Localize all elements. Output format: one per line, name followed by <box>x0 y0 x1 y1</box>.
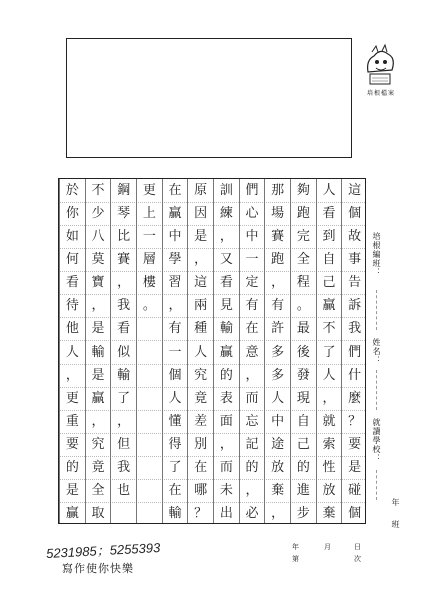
essay-char: 看 <box>219 275 233 291</box>
essay-char: 而 <box>245 390 259 406</box>
essay-char: ， <box>219 436 233 452</box>
essay-char: 最 <box>296 321 310 337</box>
essay-char: 八 <box>91 229 105 245</box>
essay-char: 場 <box>271 206 285 222</box>
essay-char: 究 <box>91 436 105 452</box>
essay-char: 是 <box>194 229 208 245</box>
essay-char: 到 <box>322 229 336 245</box>
essay-char: 記 <box>245 436 259 452</box>
essay-char: 莫 <box>91 252 105 268</box>
essay-char: ， <box>65 367 79 383</box>
essay-char: ， <box>245 482 259 498</box>
essay-char: 而 <box>219 459 233 475</box>
essay-char: 自 <box>296 413 310 429</box>
essay-char: 意 <box>245 344 259 360</box>
essay-char: 有 <box>271 298 285 314</box>
essay-char: 他 <box>65 321 79 337</box>
essay-char: 樓 <box>142 275 156 291</box>
essay-char: 人 <box>194 344 208 360</box>
essay-char: 竟 <box>194 390 208 406</box>
essay-char: 棄 <box>271 482 285 498</box>
essay-char: 棄 <box>322 505 336 521</box>
essay-char: 輸 <box>219 321 233 337</box>
essay-char: 贏 <box>168 206 182 222</box>
essay-char: 看 <box>65 275 79 291</box>
essay-char: 一 <box>245 252 259 268</box>
essay-char: 的 <box>65 459 79 475</box>
essay-char: 步 <box>296 505 310 521</box>
essay-char: 學 <box>168 252 182 268</box>
essay-char: 面 <box>219 413 233 429</box>
essay-char: 見 <box>219 298 233 314</box>
essay-char: 原 <box>194 183 208 199</box>
essay-char: 比 <box>117 229 131 245</box>
essay-char: ， <box>245 367 259 383</box>
essay-char: 在 <box>168 482 182 498</box>
date-times: 次 <box>354 555 361 563</box>
essay-column <box>187 179 213 523</box>
essay-char: 在 <box>194 459 208 475</box>
footer-phone: 5231985；5255393 <box>45 540 161 561</box>
essay-char: 不 <box>91 183 105 199</box>
essay-char: 個 <box>348 505 362 521</box>
essay-char: 輸 <box>168 505 182 521</box>
essay-char: 們 <box>348 344 362 360</box>
essay-char: 輸 <box>91 344 105 360</box>
essay-char: 全 <box>91 482 105 498</box>
date-month: 月 <box>324 543 331 551</box>
essay-char: ， <box>117 413 131 429</box>
essay-char: ？ <box>348 413 362 429</box>
writing-grid <box>58 178 366 524</box>
essay-char: 的 <box>296 459 310 475</box>
essay-char: 練 <box>219 206 233 222</box>
essay-char: 放 <box>271 459 285 475</box>
essay-char: 訓 <box>219 183 233 199</box>
essay-char: 人 <box>322 183 336 199</box>
essay-char: 事 <box>348 252 362 268</box>
essay-char: ， <box>117 275 131 291</box>
date-year: 年 <box>292 543 299 551</box>
essay-char: 更 <box>142 183 156 199</box>
essay-char: ， <box>194 252 208 268</box>
essay-char: 表 <box>219 390 233 406</box>
essay-char: 但 <box>117 436 131 452</box>
class-line <box>376 290 377 330</box>
essay-char: 寶 <box>91 275 105 291</box>
essay-column <box>341 179 367 523</box>
essay-column <box>59 179 85 523</box>
essay-char: 跑 <box>296 206 310 222</box>
essay-char: 碰 <box>348 482 362 498</box>
essay-char: 後 <box>296 344 310 360</box>
essay-char: 告 <box>348 275 362 291</box>
essay-char: 要 <box>65 436 79 452</box>
essay-char: 途 <box>271 436 285 452</box>
essay-char: 重 <box>65 413 79 429</box>
essay-char: 進 <box>296 482 310 498</box>
class-label: 培根編班： <box>372 232 381 277</box>
essay-char: 賽 <box>117 252 131 268</box>
essay-char: 忘 <box>245 413 259 429</box>
essay-char: 鋼 <box>117 183 131 199</box>
essay-char: 更 <box>65 390 79 406</box>
essay-char: 因 <box>194 206 208 222</box>
essay-char: ， <box>91 298 105 314</box>
essay-char: 個 <box>168 367 182 383</box>
essay-char: 許 <box>271 321 285 337</box>
essay-column <box>213 179 239 523</box>
essay-char: 的 <box>219 367 233 383</box>
footer-slogan: 寫作使你快樂 <box>62 562 134 575</box>
essay-char: 層 <box>142 252 156 268</box>
essay-char: 這 <box>194 275 208 291</box>
essay-char: 兩 <box>194 298 208 314</box>
essay-char: 有 <box>168 321 182 337</box>
essay-char: 訴 <box>348 298 362 314</box>
essay-char: 取 <box>91 505 105 521</box>
essay-char: 賽 <box>271 229 285 245</box>
school-label: 就讀學校： <box>372 418 381 463</box>
essay-char: 這 <box>348 183 362 199</box>
essay-column <box>264 179 290 523</box>
essay-char: 看 <box>117 321 131 337</box>
essay-column <box>85 179 111 523</box>
class-suffix: 班 <box>391 520 400 529</box>
essay-char: 贏 <box>219 344 233 360</box>
essay-char: 差 <box>194 413 208 429</box>
essay-char: 必 <box>245 505 259 521</box>
essay-char: 個 <box>348 206 362 222</box>
essay-char: 贏 <box>322 298 336 314</box>
essay-char: 人 <box>322 367 336 383</box>
essay-char: 一 <box>168 344 182 360</box>
date-day: 日 <box>354 543 361 551</box>
essay-char: 性 <box>322 459 336 475</box>
date-seq: 第 <box>292 555 299 563</box>
essay-char: 跑 <box>271 252 285 268</box>
bacon-mascot-logo <box>360 42 400 88</box>
essay-char: 人 <box>271 390 285 406</box>
essay-char: 人 <box>65 344 79 360</box>
essay-char: 懂 <box>168 413 182 429</box>
essay-char: 麼 <box>348 390 362 406</box>
essay-char: 是 <box>91 367 105 383</box>
essay-char: ， <box>219 229 233 245</box>
essay-char: 多 <box>271 367 285 383</box>
essay-column <box>290 179 316 523</box>
essay-char: 的 <box>245 459 259 475</box>
essay-column <box>316 179 342 523</box>
essay-char: 己 <box>296 436 310 452</box>
date-row <box>290 542 400 568</box>
essay-char: 是 <box>91 321 105 337</box>
essay-char: 什 <box>348 367 362 383</box>
essay-char: 們 <box>245 183 259 199</box>
essay-char: 中 <box>271 413 285 429</box>
essay-char: 一 <box>142 229 156 245</box>
essay-char: 故 <box>348 229 362 245</box>
essay-char: 竟 <box>91 459 105 475</box>
essay-char: 要 <box>348 436 362 452</box>
essay-char: 如 <box>65 229 79 245</box>
essay-char: 不 <box>322 321 336 337</box>
essay-char: ， <box>271 505 285 521</box>
essay-char: 看 <box>322 206 336 222</box>
essay-char: 哪 <box>194 482 208 498</box>
essay-char: 有 <box>245 298 259 314</box>
essay-char: 未 <box>219 482 233 498</box>
essay-char: 那 <box>271 183 285 199</box>
essay-char: 上 <box>142 206 156 222</box>
essay-char: 是 <box>348 459 362 475</box>
essay-char: 完 <box>296 229 310 245</box>
essay-char: 出 <box>219 505 233 521</box>
essay-char: 似 <box>117 344 131 360</box>
essay-char: 得 <box>168 436 182 452</box>
name-line <box>376 370 377 410</box>
essay-char: 在 <box>168 183 182 199</box>
essay-char: 種 <box>194 321 208 337</box>
essay-char: 放 <box>322 482 336 498</box>
teacher-comment-box <box>66 38 352 158</box>
essay-char: 究 <box>194 367 208 383</box>
essay-char: 發 <box>296 367 310 383</box>
essay-char: 輸 <box>117 367 131 383</box>
essay-char: ， <box>91 413 105 429</box>
essay-char: 習 <box>168 275 182 291</box>
essay-char: 索 <box>322 436 336 452</box>
name-label: 姓名： <box>372 338 381 365</box>
essay-char: 了 <box>168 459 182 475</box>
essay-char: 中 <box>245 229 259 245</box>
essay-char: 在 <box>245 321 259 337</box>
essay-char: 現 <box>296 390 310 406</box>
essay-char: 我 <box>348 321 362 337</box>
essay-char: 。 <box>142 298 156 314</box>
grade-label: 年 <box>391 498 400 507</box>
essay-char: 全 <box>296 252 310 268</box>
essay-column <box>136 179 162 523</box>
school-line <box>376 470 377 500</box>
essay-char: 於 <box>65 183 79 199</box>
essay-char: 。 <box>296 298 310 314</box>
essay-char: 何 <box>65 252 79 268</box>
essay-char: 贏 <box>91 390 105 406</box>
essay-char: 待 <box>65 298 79 314</box>
essay-char: 夠 <box>296 183 310 199</box>
essay-char: 中 <box>168 229 182 245</box>
essay-char: 就 <box>322 413 336 429</box>
essay-char: 心 <box>245 206 259 222</box>
essay-char: 我 <box>117 298 131 314</box>
essay-column <box>239 179 265 523</box>
essay-char: 我 <box>117 459 131 475</box>
essay-char: ， <box>271 275 285 291</box>
essay-char: 了 <box>117 390 131 406</box>
essay-char: 是 <box>65 482 79 498</box>
essay-char: 己 <box>322 275 336 291</box>
essay-char: 自 <box>322 252 336 268</box>
essay-char: 定 <box>245 275 259 291</box>
essay-column <box>110 179 136 523</box>
essay-char: 琴 <box>117 206 131 222</box>
essay-char: 了 <box>322 344 336 360</box>
essay-char: 別 <box>194 436 208 452</box>
essay-char: ， <box>322 390 336 406</box>
logo-caption: 培根檔案 <box>366 90 395 97</box>
essay-char: 又 <box>219 252 233 268</box>
essay-char: 少 <box>91 206 105 222</box>
essay-char: 程 <box>296 275 310 291</box>
essay-char: 多 <box>271 344 285 360</box>
essay-char: 人 <box>168 390 182 406</box>
essay-char: ？ <box>194 505 208 521</box>
essay-char: 也 <box>117 482 131 498</box>
essay-char: 贏 <box>65 505 79 521</box>
essay-column <box>162 179 188 523</box>
essay-char: ， <box>168 298 182 314</box>
essay-char: 你 <box>65 206 79 222</box>
